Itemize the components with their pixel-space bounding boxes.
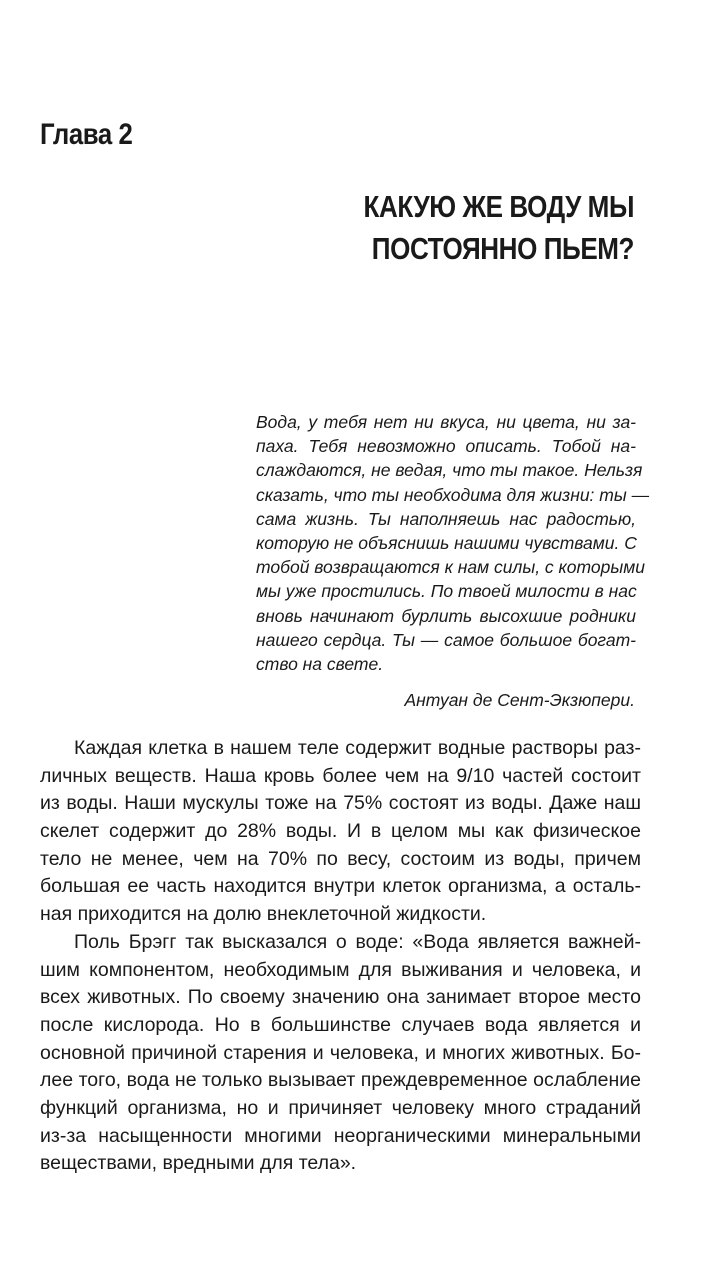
text-line: тело не менее, чем на 70% по весу, состоим из воды, причем — [40, 847, 641, 870]
chapter-label: Глава 2 — [40, 118, 133, 151]
epigraph-line: тобой возвращаются к нам силы, с которыми — [256, 557, 645, 578]
epigraph-line: Вода, у тебя нет ни вкуса, ни цвета, ни за- — [256, 412, 636, 432]
body-text — [40, 735, 641, 1178]
chapter-title-line: ПОСТОЯННО ПЬЕМ? — [371, 231, 634, 266]
text-line: после кислорода. Но в большинстве случаев вода является и — [40, 1013, 641, 1036]
epigraph-line: паха. Тебя невозможно описать. Тобой на- — [256, 436, 636, 457]
text-line: всех животных. По своему значению она занимает второе место — [40, 986, 641, 1009]
text-line: Каждая клетка в нашем теле содержит водные растворы раз- — [74, 737, 641, 759]
text-line: скелет содержит до 28% воды. И в целом мы как физическое — [40, 820, 641, 843]
text-line: ная приходится на долю внеклеточной жидкости. — [40, 903, 487, 926]
epigraph — [256, 410, 650, 676]
text-line: большая ее часть находится внутри клеток организма, а осталь- — [40, 875, 641, 898]
epigraph-line: мы уже простились. По твоей милости в нас — [256, 581, 637, 602]
chapter-title-line: КАКУЮ ЖЕ ВОДУ МЫ — [363, 189, 634, 224]
epigraph-line: слаждаются, не ведая, что ты такое. Нельзя — [256, 460, 643, 481]
text-line: веществами, вредными для тела». — [40, 1152, 357, 1175]
epigraph-author: Антуан де Сент-Экзюпери. — [404, 690, 635, 710]
paragraph-1 — [40, 735, 641, 929]
epigraph-line: вновь начинают бурлить высохшие родники — [256, 605, 636, 626]
epigraph-line: которую не объяснишь нашими чувствами. С — [256, 533, 637, 554]
text-line: из воды. Наши мускулы тоже на 75% состоят из воды. Даже наш — [40, 792, 641, 815]
epigraph-line: сама жизнь. Ты наполняешь нас радостью, — [256, 508, 636, 529]
text-line: функций организма, но и причиняет человеку много страданий — [40, 1096, 641, 1119]
text-line: основной причиной старения и человека, и многих животных. Бо- — [40, 1041, 641, 1064]
text-line: шим компонентом, необходимым для выживания и человека, и — [40, 958, 641, 981]
epigraph-line: сказать, что ты необходима для жизни: ты — — [256, 484, 650, 505]
epigraph-line: ство на свете. — [256, 654, 384, 675]
epigraph-line: нашего сердца. Ты — самое большое богат- — [256, 629, 636, 650]
text-line: личных веществ. Наша кровь более чем на 9/10 частей состоит — [40, 764, 641, 787]
paragraph-2 — [40, 929, 641, 1178]
text-line: из-за насыщенности многими неорганическими минеральными — [40, 1124, 641, 1147]
text-line: лее того, вода не только вызывает преждевременное ослабление — [40, 1069, 641, 1092]
chapter-title — [363, 186, 634, 270]
text-line: Поль Брэгг так высказался о воде: «Вода является важней- — [74, 930, 641, 953]
